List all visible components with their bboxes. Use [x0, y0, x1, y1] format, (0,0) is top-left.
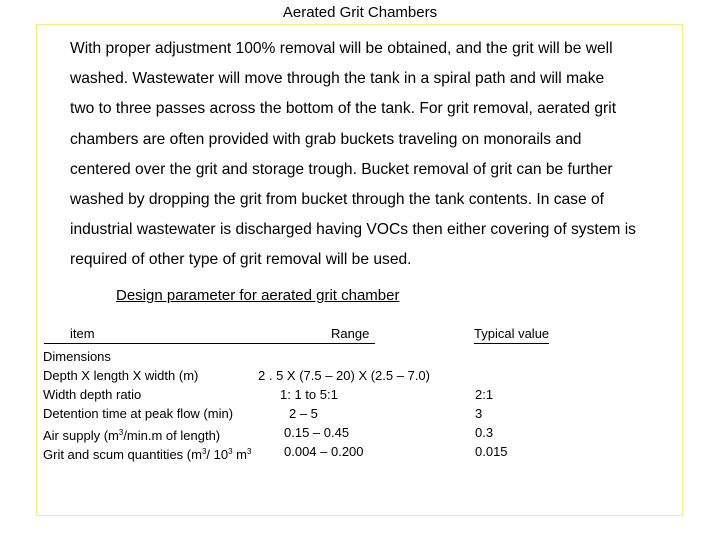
row-item: Dimensions: [43, 349, 111, 364]
table-row: [43, 366, 430, 385]
table-row: [43, 442, 508, 462]
header-range: Range: [331, 326, 370, 341]
row-range: 1: 1 to 5:1: [280, 387, 338, 402]
row-item: Grit and scum quantities ($m^3/$ $10^3$ $m^3$: [43, 447, 252, 462]
row-item: Air supply ($m^3/\min.m$ of length): [43, 428, 221, 443]
row-item: Depth X length X width (m): [43, 368, 199, 383]
paragraph-line: With proper adjustment 100% removal will be obtained, and the grit will be well: [70, 40, 613, 57]
row-range: 0.004 – 0.200: [284, 444, 364, 459]
paragraph-line: washed by dropping the grit from bucket through the tank contents. In case of: [70, 191, 604, 209]
paragraph-line: two to three passes across the bottom of the tank. For grit removal, aerated grit: [70, 100, 617, 118]
row-typical: 3: [475, 406, 483, 421]
paragraph-line: centered over the grit and storage trough. Bucket removal of grit can be further: [70, 160, 613, 178]
table-row: [43, 404, 483, 423]
body-paragraph: [70, 34, 682, 276]
row-range: 0.15 – 0.45: [284, 425, 350, 440]
row-range: 2 . 5 X (7.5 – 20) X (2.5 – 7.0): [258, 368, 430, 383]
table-row: [43, 385, 494, 404]
paragraph-line: required of other type of grit removal will be used.: [70, 251, 412, 269]
row-item: Detention time at peak flow (min): [43, 406, 234, 421]
row-typical: 2:1: [475, 387, 494, 402]
table-caption: Design parameter for aerated grit chamber: [116, 287, 400, 304]
row-range: 2 – 5: [289, 406, 318, 421]
table-row: [43, 347, 111, 366]
page-title: Aerated Grit Chambers: [282, 4, 438, 21]
row-typical: 0.015: [475, 444, 508, 459]
table-header-item-range: [44, 325, 375, 344]
row-item: Width depth ratio: [43, 387, 142, 402]
paragraph-line: industrial wastewater is discharged having VOCs then either covering of system is: [70, 221, 636, 239]
row-typical: 0.3: [475, 425, 494, 440]
header-item: item: [70, 326, 95, 341]
paragraph-line: washed. Wastewater will move through the tank in a spiral path and will make: [70, 70, 605, 88]
table-row: [43, 423, 494, 443]
paragraph-line: chambers are often provided with grab buckets traveling on monorails and: [70, 130, 582, 148]
header-typical-value: Typical value: [474, 325, 549, 344]
